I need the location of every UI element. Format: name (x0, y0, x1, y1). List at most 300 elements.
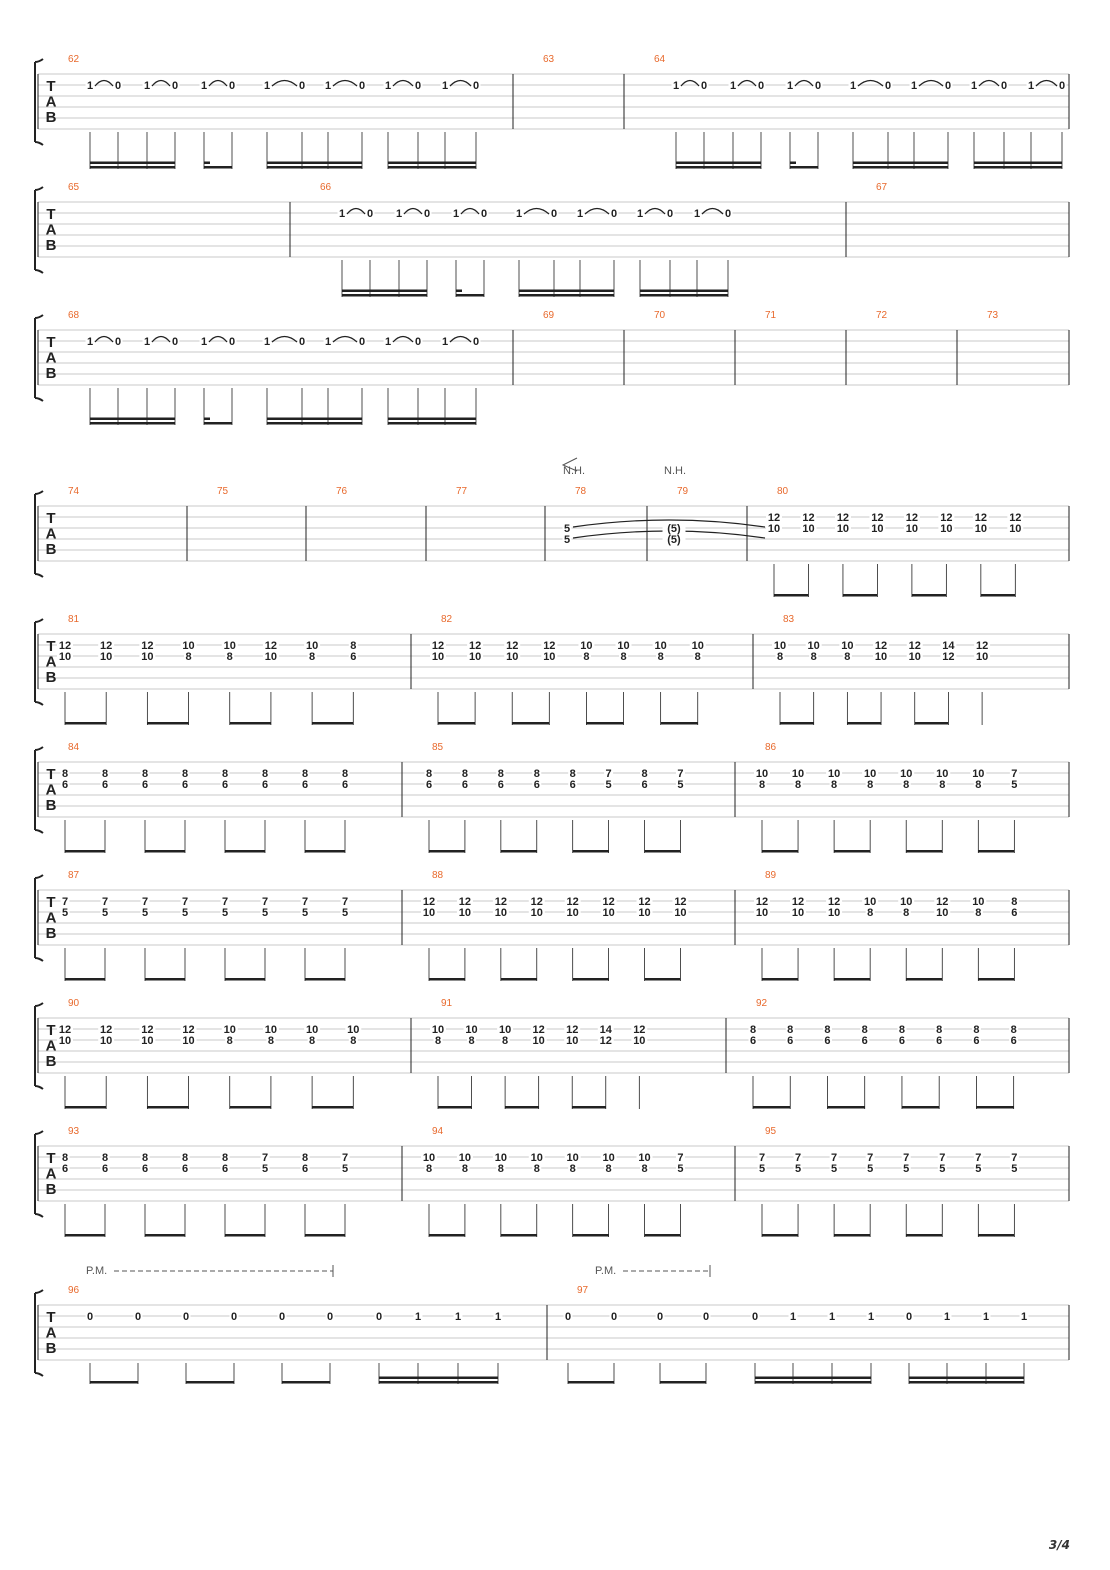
beam (762, 978, 798, 981)
beam (661, 722, 698, 725)
fret-number: 7 (341, 896, 349, 908)
fret-number: 8 (533, 768, 540, 780)
fret-number: 6 (861, 1035, 868, 1047)
fret-number: 10 (498, 1024, 512, 1036)
beam (573, 978, 609, 981)
fret-number: 5 (605, 779, 612, 791)
fret-number: 10 (791, 907, 805, 919)
fret-number: 1 (636, 208, 644, 220)
fret-number: 12 (431, 640, 445, 652)
beam (762, 1234, 798, 1237)
beam (586, 722, 623, 725)
fret-number: 8 (221, 1152, 229, 1164)
fret-number: 8 (181, 768, 189, 780)
fret-number: 5 (867, 1163, 874, 1175)
tab-system (35, 998, 1069, 1109)
fret-number: 0 (171, 336, 179, 348)
beam (790, 166, 818, 169)
fret-number: 7 (341, 1152, 349, 1164)
fret-number: 7 (605, 768, 612, 780)
fret-number: 10 (908, 651, 921, 663)
fret-number: 10 (602, 1152, 615, 1164)
fret-number: 5 (677, 1163, 684, 1175)
fret-number: 6 (973, 1035, 980, 1047)
beam (847, 722, 881, 725)
fret-number: 6 (497, 779, 504, 791)
fret-number: 12 (58, 640, 72, 652)
tab-clef-letter: B (45, 1053, 57, 1070)
beam (834, 850, 870, 853)
fret-number: 10 (431, 651, 445, 663)
beam (267, 162, 362, 165)
fret-number: 7 (181, 896, 189, 908)
bar-number: 93 (68, 1126, 80, 1137)
fret-number: 8 (867, 779, 874, 791)
beam (501, 978, 537, 981)
fret-number: 6 (181, 1163, 189, 1175)
bar-number: 69 (543, 310, 555, 321)
fret-number: 1 (86, 80, 94, 92)
fret-number: 8 (497, 768, 504, 780)
fret-number: 10 (871, 523, 884, 535)
fret-number: 12 (874, 640, 888, 652)
fret-number: 0 (228, 336, 236, 348)
fret-number: 1 (849, 80, 857, 92)
beam (834, 1234, 870, 1237)
fret-number: 6 (221, 779, 229, 791)
fret-number: 8 (226, 651, 233, 663)
beam (90, 1381, 138, 1384)
bar-number: 80 (777, 486, 789, 497)
fret-number: 1 (384, 336, 392, 348)
tab-clef-letter: T (46, 1022, 56, 1039)
fret-number: 12 (182, 1024, 195, 1036)
tab-clef-letter: A (45, 653, 57, 671)
fret-number: 8 (641, 1163, 648, 1175)
tab-clef-letter: A (45, 525, 57, 543)
beam (438, 722, 475, 725)
fret-number: (5) (667, 534, 681, 546)
beam-stub (204, 418, 210, 421)
fret-number: 8 (903, 779, 910, 791)
beam (909, 1381, 1024, 1384)
beam (909, 1377, 1024, 1380)
fret-number: 12 (940, 512, 953, 524)
fret-number: 10 (458, 907, 472, 919)
fret-number: 8 (425, 768, 433, 780)
tab-clef-letter: B (45, 925, 57, 942)
fret-number: 0 (358, 336, 366, 348)
fret-number: 1 (338, 208, 346, 220)
fret-number: 0 (472, 80, 480, 92)
fret-number: 0 (480, 208, 488, 220)
beam (519, 294, 614, 297)
fret-number: 12 (599, 1035, 612, 1047)
fret-number: 10 (755, 768, 769, 780)
fret-number: 5 (758, 1163, 766, 1175)
fret-number: 8 (261, 768, 269, 780)
bar-number: 86 (765, 742, 777, 753)
beam (65, 722, 106, 725)
fret-number: 6 (936, 1035, 943, 1047)
beam (568, 1381, 614, 1384)
beam (978, 978, 1014, 981)
fret-number: 6 (181, 779, 189, 791)
fret-number: 10 (264, 1024, 278, 1036)
fret-number: 1 (86, 336, 94, 348)
fret-number: 10 (182, 1035, 195, 1047)
tab-system (35, 182, 1069, 297)
fret-number: 0 (298, 80, 306, 92)
fret-number: 5 (341, 907, 349, 919)
fret-number: 6 (341, 779, 349, 791)
beam (230, 722, 271, 725)
bar-number: 96 (68, 1285, 80, 1296)
fret-number: 5 (341, 1163, 349, 1175)
fret-number: 7 (939, 1152, 946, 1164)
fret-number: 8 (903, 907, 910, 919)
fret-number: 1 (441, 336, 449, 348)
fret-number: 10 (506, 651, 519, 663)
fret-number: 1 (143, 336, 151, 348)
fret-number: 10 (305, 1024, 319, 1036)
fret-number: 12 (975, 640, 989, 652)
beam (978, 850, 1014, 853)
beam (145, 850, 185, 853)
fret-number: 7 (903, 1152, 910, 1164)
fret-number: 0 (375, 1311, 383, 1323)
fret-number: 12 (827, 896, 841, 908)
fret-number: 5 (61, 907, 69, 919)
fret-number: 0 (610, 1311, 618, 1323)
fret-number: 10 (864, 768, 877, 780)
fret-number: 7 (141, 896, 149, 908)
fret-number: 8 (468, 1035, 475, 1047)
fret-number: 10 (936, 907, 949, 919)
bar-number: 95 (765, 1126, 777, 1137)
fret-number: 10 (827, 907, 841, 919)
fret-number: 7 (758, 1152, 766, 1164)
fret-number: 8 (620, 651, 627, 663)
bar-number: 72 (876, 310, 888, 321)
fret-number: 0 (1058, 80, 1066, 92)
fret-number: 10 (691, 640, 704, 652)
bar-number: 85 (432, 742, 444, 753)
system-bracket (35, 1003, 43, 1089)
fret-number: 8 (758, 779, 766, 791)
fret-number: 8 (641, 768, 648, 780)
fret-number: 0 (414, 80, 422, 92)
system-bracket (35, 1290, 43, 1376)
fret-number: 7 (1011, 1152, 1018, 1164)
beam (65, 1234, 105, 1237)
fret-number: 7 (261, 896, 269, 908)
bar-number: 88 (432, 870, 444, 881)
fret-number: 12 (566, 1024, 579, 1036)
fret-number: 1 (982, 1311, 990, 1323)
fret-number: 14 (942, 640, 955, 652)
fret-number: 8 (301, 768, 309, 780)
beam (90, 162, 175, 165)
fret-number: 10 (900, 896, 913, 908)
beam (204, 166, 232, 169)
system-bracket (35, 875, 43, 961)
tab-clef-letter: T (46, 334, 56, 351)
fret-number: 7 (677, 768, 684, 780)
tab-system (35, 54, 1069, 169)
fret-number: 8 (975, 779, 982, 791)
fret-number: 6 (141, 1163, 149, 1175)
fret-number: 6 (301, 779, 309, 791)
fret-number: 8 (309, 651, 316, 663)
bar-number: 89 (765, 870, 777, 881)
fret-number: 10 (100, 651, 113, 663)
fret-number: 1 (263, 80, 271, 92)
bar-number: 82 (441, 614, 453, 625)
beam (676, 162, 761, 165)
fret-number: 1 (515, 208, 523, 220)
fret-number: 8 (309, 1035, 316, 1047)
tab-clef-letter: T (46, 766, 56, 783)
beam (640, 290, 728, 293)
fret-number: 8 (461, 1163, 468, 1175)
fret-number: 6 (350, 651, 357, 663)
fret-number: 1 (414, 1311, 422, 1323)
beam (912, 594, 946, 597)
fret-number: 10 (638, 907, 651, 919)
fret-number: 10 (494, 1152, 507, 1164)
fret-number: 8 (61, 1152, 69, 1164)
beam (438, 1106, 472, 1109)
fret-number: 5 (563, 534, 571, 546)
system-bracket (35, 315, 43, 401)
tab-clef-letter: B (45, 237, 57, 254)
fret-number: 12 (836, 512, 850, 524)
fret-number: 8 (794, 779, 802, 791)
fret-number: 1 (672, 80, 680, 92)
fret-number: 0 (757, 80, 765, 92)
beam (429, 1234, 465, 1237)
fret-number: 14 (599, 1024, 612, 1036)
tab-system (35, 1265, 1069, 1384)
fret-number: 0 (702, 1311, 710, 1323)
fret-number: 12 (633, 1024, 646, 1036)
tab-clef-letter: T (46, 1150, 56, 1167)
beam (429, 850, 465, 853)
fret-number: 6 (533, 779, 540, 791)
beam (429, 978, 465, 981)
fret-number: 1 (1020, 1311, 1028, 1323)
fret-number: 0 (358, 80, 366, 92)
beam (853, 162, 948, 165)
fret-number: 5 (181, 907, 189, 919)
fret-number: 8 (101, 768, 109, 780)
fret-number: 8 (141, 1152, 149, 1164)
fret-number: 10 (465, 1024, 478, 1036)
beam (645, 850, 681, 853)
fret-number: 8 (61, 768, 69, 780)
tab-clef-letter: B (45, 541, 57, 558)
fret-number: 8 (861, 1024, 868, 1036)
tab-system (35, 614, 1069, 725)
fret-number: 1 (1027, 80, 1035, 92)
fret-number: 10 (543, 651, 556, 663)
fret-number: 5 (831, 1163, 838, 1175)
fret-number: 1 (867, 1311, 875, 1323)
fret-number: 8 (898, 1024, 906, 1036)
beam (312, 722, 353, 725)
natural-harmonic-label: N.H. (664, 465, 686, 477)
fret-number: 8 (831, 779, 838, 791)
fret-number: 8 (533, 1163, 540, 1175)
bar-number: 68 (68, 310, 80, 321)
beam (145, 1234, 185, 1237)
fret-number: 8 (844, 651, 851, 663)
bar-number: 92 (756, 998, 768, 1009)
fret-number: 8 (1010, 1024, 1017, 1036)
fret-number: 0 (751, 1311, 759, 1323)
fret-number: 10 (900, 768, 913, 780)
tab-clef-letter: T (46, 206, 56, 223)
tab-clef-letter: A (45, 1324, 57, 1342)
bar-number: 94 (432, 1126, 444, 1137)
natural-harmonic-label: N.H. (563, 465, 585, 477)
fret-number: 10 (458, 1152, 472, 1164)
fret-number: 12 (974, 512, 987, 524)
fret-number: 8 (341, 768, 349, 780)
bar-number: 66 (320, 182, 332, 193)
fret-number: 0 (472, 336, 480, 348)
beam (65, 850, 105, 853)
beam (379, 1377, 498, 1380)
fret-number: 0 (423, 208, 431, 220)
tab-clef-letter: A (45, 909, 57, 927)
fret-number: 8 (181, 1152, 189, 1164)
beam (753, 1106, 790, 1109)
fret-number: 10 (494, 907, 507, 919)
fret-number: 8 (141, 768, 149, 780)
fret-number: 5 (1011, 779, 1018, 791)
bar-number: 97 (577, 1285, 589, 1296)
beam (305, 1234, 345, 1237)
beam (902, 1106, 939, 1109)
fret-number: 0 (278, 1311, 286, 1323)
beam (388, 418, 476, 421)
beam (204, 422, 232, 425)
beam (145, 978, 185, 981)
beam (573, 850, 609, 853)
beam-stub (456, 290, 462, 293)
beam (645, 1234, 681, 1237)
system-bracket (35, 491, 43, 577)
fret-number: 8 (787, 1024, 794, 1036)
fret-number: 1 (143, 80, 151, 92)
beam (676, 166, 761, 169)
fret-number: 8 (694, 651, 701, 663)
fret-number: 0 (724, 208, 732, 220)
bar-number: 78 (575, 486, 587, 497)
fret-number: 12 (100, 1024, 113, 1036)
fret-number: 10 (841, 640, 854, 652)
beam (65, 978, 105, 981)
fret-number: 10 (633, 1035, 646, 1047)
fret-number: 8 (434, 1035, 442, 1047)
beam (90, 422, 175, 425)
fret-number: 1 (200, 336, 208, 348)
fret-number: 10 (305, 640, 319, 652)
beam (147, 1106, 188, 1109)
fret-number: 8 (461, 768, 468, 780)
fret-number: 0 (298, 336, 306, 348)
fret-number: 0 (86, 1311, 94, 1323)
beam (225, 978, 265, 981)
beam (512, 722, 549, 725)
tab-clef-letter: A (45, 781, 57, 799)
fret-number: 10 (532, 1035, 545, 1047)
tab-clef-letter: T (46, 894, 56, 911)
fret-number: 10 (972, 896, 985, 908)
fret-number: 0 (134, 1311, 142, 1323)
page-number: 3/4 (1048, 1538, 1070, 1552)
beam (755, 1381, 871, 1384)
fret-number: 8 (569, 768, 576, 780)
fret-number: 1 (789, 1311, 797, 1323)
fret-number: 8 (267, 1035, 274, 1047)
fret-number: 10 (100, 1035, 113, 1047)
fret-number: 6 (1011, 907, 1018, 919)
fret-number: 0 (230, 1311, 238, 1323)
fret-number: 10 (264, 651, 278, 663)
fret-number: 0 (666, 208, 674, 220)
beam (505, 1106, 539, 1109)
fret-number: 10 (767, 523, 781, 535)
fret-number: (5) (667, 523, 681, 535)
bar-number: 81 (68, 614, 80, 625)
fret-number: 7 (1011, 768, 1018, 780)
fret-number: 10 (422, 1152, 436, 1164)
fret-number: 10 (530, 1152, 543, 1164)
beam (572, 1106, 606, 1109)
beam (906, 850, 942, 853)
fret-number: 1 (324, 80, 332, 92)
beam (827, 1106, 864, 1109)
fret-number: 6 (898, 1035, 906, 1047)
fret-number: 8 (301, 1152, 309, 1164)
fret-number: 0 (550, 208, 558, 220)
tab-system (35, 458, 1069, 597)
fret-number: 10 (602, 907, 615, 919)
beam (90, 166, 175, 169)
fret-number: 0 (114, 336, 122, 348)
fret-number: 10 (141, 1035, 154, 1047)
fret-number: 1 (828, 1311, 836, 1323)
fret-number: 6 (641, 779, 648, 791)
fret-number: 10 (422, 907, 436, 919)
tab-system (35, 870, 1069, 981)
beam (755, 1377, 871, 1380)
beam (906, 1234, 942, 1237)
fret-number: 5 (1011, 1163, 1018, 1175)
fret-number: 0 (326, 1311, 334, 1323)
fret-number: 0 (884, 80, 892, 92)
fret-number: 0 (656, 1311, 664, 1323)
beam (388, 166, 476, 169)
fret-number: 5 (301, 907, 309, 919)
fret-number: 8 (867, 907, 874, 919)
beam (774, 594, 808, 597)
beam (519, 290, 614, 293)
fret-number: 12 (638, 896, 651, 908)
